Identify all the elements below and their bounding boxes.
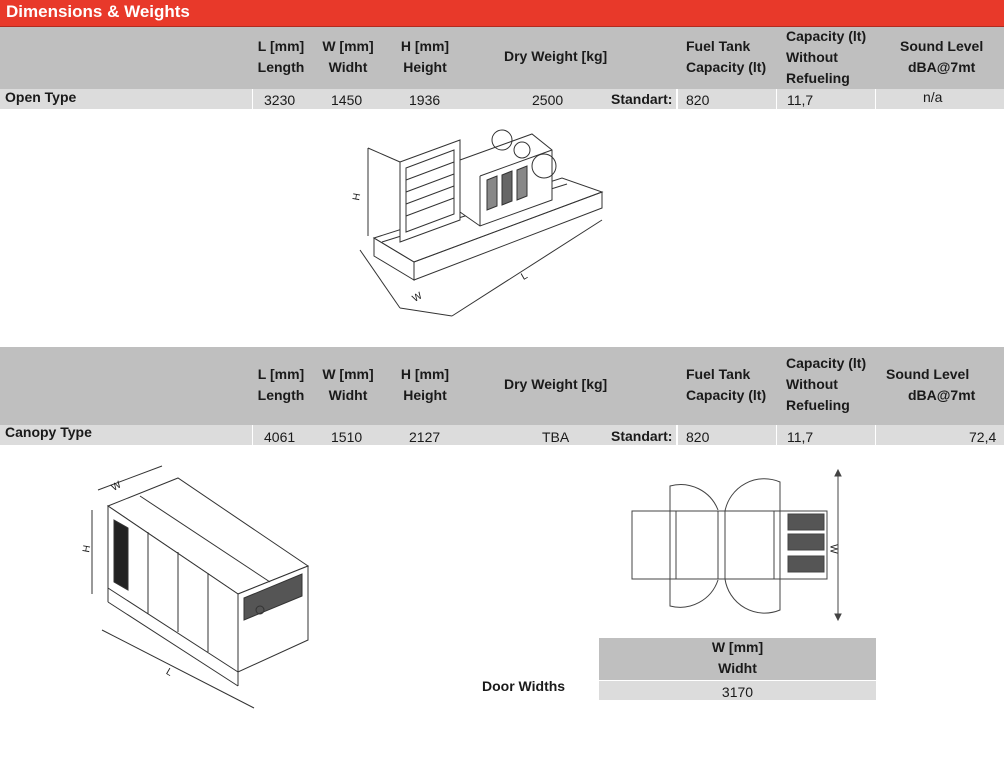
door-widths-value: 3170 (721, 684, 754, 700)
canopy-capacity-header (786, 353, 866, 416)
open-width-header (316, 36, 380, 78)
open-type-label: Open Type (5, 89, 77, 105)
open-capacity-header (786, 26, 866, 89)
canopy-capacity-header-line1: Capacity (lt) (786, 355, 867, 371)
open-length-value: 3230 (264, 92, 296, 108)
open-capacity-value: 11,7 (787, 92, 814, 108)
canopy-width-header-line2: Widht (328, 387, 368, 403)
open-fuel-tank-header-line2: Capacity (lt) (686, 59, 767, 75)
canopy-sound-value: 72,4 (969, 429, 997, 445)
open-height-header-line1: H [mm] (400, 38, 450, 54)
open-fuel-tank-header-line1: Fuel Tank (686, 38, 751, 54)
open-sound-header (900, 36, 983, 78)
canopy-height-value: 2127 (409, 429, 441, 445)
canopy-top-view-drawing (630, 466, 845, 628)
canopy-length-header-line2: Length (257, 387, 305, 403)
open-fuel-tank-header (686, 36, 766, 78)
open-sound-value: n/a (923, 89, 943, 105)
canopy-h-dim-label: H (81, 544, 94, 554)
open-length-header-line1: L [mm] (257, 38, 305, 54)
open-width-header-line1: W [mm] (322, 38, 374, 54)
canopy-width-header-line1: W [mm] (322, 366, 374, 382)
open-length-header-line2: Length (257, 59, 305, 75)
open-standart-label: Standart: (611, 91, 673, 107)
canopy-standart-label: Standart: (611, 428, 673, 444)
open-height-header (393, 36, 457, 78)
open-width-header-line2: Widht (328, 59, 368, 75)
canopy-w-dim-label: W (109, 479, 124, 494)
open-capacity-header-line2: Without (786, 49, 838, 65)
page-title: Dimensions & Weights (6, 2, 190, 21)
open-h-dim-label: H (351, 192, 364, 202)
canopy-sound-header-line1: Sound Level (886, 366, 970, 382)
canopy-l-dim-label: L (163, 666, 175, 679)
canopy-dry-weight-value: TBA (542, 429, 570, 445)
open-capacity-header-line3: Refueling (786, 70, 850, 86)
door-widths-header-line2: Widht (718, 660, 757, 676)
canopy-sound-header (886, 364, 975, 406)
open-dry-weight-header: Dry Weight [kg] (504, 48, 608, 64)
open-fuel-tank-value: 820 (686, 92, 710, 108)
open-sound-header-line1: Sound Level (900, 38, 984, 54)
open-sound-header-line2: dBA@7mt (908, 59, 976, 75)
door-widths-label: Door Widths (482, 678, 566, 694)
open-height-header-line2: Height (403, 59, 447, 75)
door-widths-header-line1: W [mm] (711, 639, 764, 655)
open-dry-weight-value: 2500 (532, 92, 564, 108)
open-height-value: 1936 (409, 92, 441, 108)
door-widths-header (599, 637, 876, 679)
top-view-w-dim-label: W (827, 544, 839, 554)
canopy-height-header (393, 364, 457, 406)
canopy-fuel-tank-value: 820 (686, 429, 710, 445)
canopy-sound-header-line2: dBA@7mt (908, 387, 976, 403)
open-length-header (253, 36, 309, 78)
canopy-length-header (253, 364, 309, 406)
open-w-dim-label: W (410, 290, 425, 305)
canopy-generator-drawing (78, 470, 318, 710)
canopy-fuel-tank-header-line2: Capacity (lt) (686, 387, 767, 403)
canopy-length-value: 4061 (264, 429, 296, 445)
canopy-width-value: 1510 (331, 429, 363, 445)
open-l-dim-label: L (519, 270, 530, 283)
canopy-capacity-value: 11,7 (787, 429, 814, 445)
canopy-height-header-line1: H [mm] (400, 366, 450, 382)
open-width-value: 1450 (331, 92, 363, 108)
canopy-type-label: Canopy Type (5, 424, 92, 440)
canopy-length-header-line1: L [mm] (257, 366, 305, 382)
open-generator-drawing (352, 120, 612, 330)
canopy-fuel-tank-header-line1: Fuel Tank (686, 366, 751, 382)
canopy-fuel-tank-header (686, 364, 766, 406)
canopy-height-header-line2: Height (403, 387, 447, 403)
open-capacity-header-line1: Capacity (lt) (786, 28, 867, 44)
canopy-capacity-header-line3: Refueling (786, 397, 850, 413)
canopy-dry-weight-header: Dry Weight [kg] (504, 376, 608, 392)
canopy-width-header (316, 364, 380, 406)
canopy-capacity-header-line2: Without (786, 376, 838, 392)
title-bar (0, 0, 1004, 28)
